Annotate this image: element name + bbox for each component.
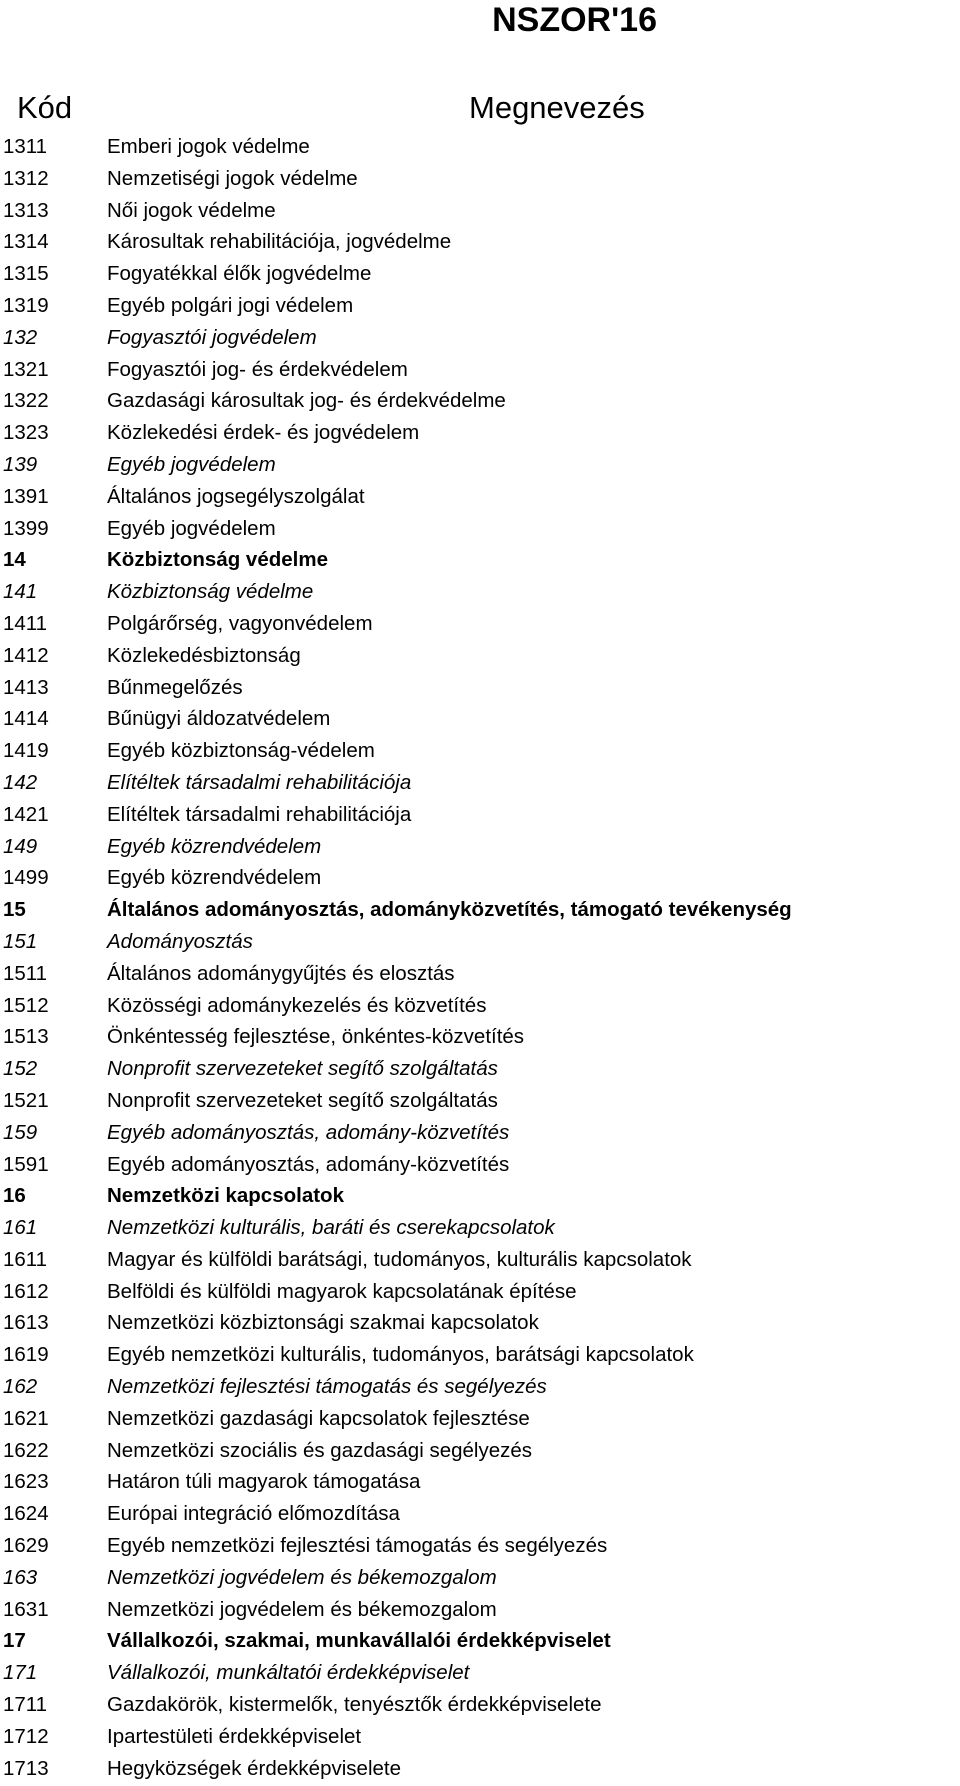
list-item <box>0 513 960 545</box>
item-name: Egyéb jogvédelem <box>107 452 276 476</box>
list-item <box>0 1244 960 1276</box>
item-name: Általános adományosztás, adományközvetítés, támogató tevékenység <box>107 898 792 922</box>
list-item <box>0 926 960 958</box>
item-name: Gazdasági károsultak jog- és érdekvédelme <box>107 389 506 413</box>
item-name: Egyéb adományosztás, adomány-közvetítés <box>107 1120 510 1144</box>
item-code: 132 <box>3 325 38 349</box>
item-name: Nemzetközi közbiztonsági szakmai kapcsolatok <box>107 1311 539 1335</box>
list-item <box>0 258 960 290</box>
item-code: 1313 <box>3 198 49 222</box>
item-code: 1611 <box>3 1247 48 1271</box>
item-code: 1315 <box>3 262 49 286</box>
item-name: Elítéltek társadalmi rehabilitációja <box>107 770 412 794</box>
list-item <box>0 481 960 513</box>
item-name: Nemzetközi jogvédelem és békemozgalom <box>107 1597 497 1621</box>
item-name: Nemzetközi gazdasági kapcsolatok fejlesztése <box>107 1406 530 1430</box>
list-item <box>0 1657 960 1689</box>
item-name: Egyéb jogvédelem <box>107 516 276 540</box>
item-name: Egyéb adományosztás, adomány-közvetítés <box>107 1152 510 1176</box>
item-name: Egyéb nemzetközi fejlesztési támogatás és segélyezés <box>107 1534 608 1558</box>
item-code: 149 <box>3 834 38 858</box>
list-item <box>0 1466 960 1498</box>
item-name: Egyéb közrendvédelem <box>107 834 322 858</box>
item-name: Határon túli magyarok támogatása <box>107 1470 421 1494</box>
list-item <box>0 958 960 990</box>
list-item <box>0 1530 960 1562</box>
item-code: 14 <box>3 548 26 572</box>
item-code: 142 <box>3 770 38 794</box>
item-name: Vállalkozói, szakmai, munkavállalói érdekképviselet <box>107 1629 611 1653</box>
list-item <box>0 1498 960 1530</box>
item-code: 152 <box>3 1057 38 1081</box>
item-code: 1412 <box>3 643 49 667</box>
list-item <box>0 195 960 227</box>
item-code: 1513 <box>3 1025 49 1049</box>
name-column-header: Megnevezés <box>469 90 645 125</box>
item-name: Ipartestületi érdekképviselet <box>107 1724 362 1748</box>
item-code: 1629 <box>3 1534 49 1558</box>
item-name: Fogyatékkal élők jogvédelme <box>107 262 372 286</box>
classification-list <box>0 131 960 1784</box>
list-item <box>0 290 960 322</box>
list-item <box>0 894 960 926</box>
item-name: Egyéb polgári jogi védelem <box>107 293 354 317</box>
item-code: 1521 <box>3 1088 49 1112</box>
item-code: 1322 <box>3 389 49 413</box>
list-item <box>0 799 960 831</box>
item-code: 1623 <box>3 1470 49 1494</box>
item-code: 1511 <box>3 961 48 985</box>
list-item <box>0 1435 960 1467</box>
list-item <box>0 831 960 863</box>
list-item <box>0 1721 960 1753</box>
item-name: Európai integráció előmozdítása <box>107 1502 400 1526</box>
list-item <box>0 131 960 163</box>
item-name: Polgárőrség, vagyonvédelem <box>107 611 373 635</box>
item-code: 1323 <box>3 421 49 445</box>
item-code: 1311 <box>3 135 48 158</box>
list-item <box>0 640 960 672</box>
item-code: 1591 <box>3 1152 49 1176</box>
item-name: Egyéb közrendvédelem <box>107 866 322 890</box>
list-item <box>0 1625 960 1657</box>
list-item <box>0 1753 960 1785</box>
item-name: Egyéb nemzetközi kulturális, tudományos, barátsági kapcsolatok <box>107 1343 694 1367</box>
item-code: 1622 <box>3 1438 49 1462</box>
list-item <box>0 767 960 799</box>
item-name: Nonprofit szervezeteket segítő szolgáltatás <box>107 1057 498 1081</box>
item-name: Bűnmegelőzés <box>107 675 243 699</box>
item-code: 15 <box>3 898 26 922</box>
item-code: 1321 <box>3 357 49 381</box>
item-code: 1419 <box>3 739 49 763</box>
item-name: Közlekedési érdek- és jogvédelem <box>107 421 420 445</box>
item-name: Vállalkozói, munkáltatói érdekképviselet <box>107 1661 470 1685</box>
item-name: Gazdakörök, kistermelők, tenyésztők érdekképviselete <box>107 1693 602 1717</box>
list-item <box>0 1053 960 1085</box>
item-code: 1499 <box>3 866 49 890</box>
list-item <box>0 1403 960 1435</box>
item-code: 1319 <box>3 293 49 317</box>
item-code: 1312 <box>3 166 49 190</box>
item-code: 1713 <box>3 1756 49 1780</box>
item-name: Nemzetközi kulturális, baráti és cserekapcsolatok <box>107 1216 555 1240</box>
list-item <box>0 1085 960 1117</box>
list-item <box>0 672 960 704</box>
list-item <box>0 385 960 417</box>
code-column-header: Kód <box>17 90 73 125</box>
list-item <box>0 1689 960 1721</box>
list-item <box>0 1339 960 1371</box>
item-code: 1512 <box>3 993 49 1017</box>
item-name: Bűnügyi áldozatvédelem <box>107 707 331 731</box>
list-item <box>0 354 960 386</box>
list-item <box>0 1371 960 1403</box>
item-code: 1619 <box>3 1343 49 1367</box>
item-code: 1712 <box>3 1724 49 1748</box>
item-code: 171 <box>3 1661 38 1685</box>
item-name: Közlekedésbiztonság <box>107 643 301 667</box>
item-name: Közbiztonság védelme <box>107 580 314 604</box>
list-item <box>0 576 960 608</box>
item-name: Nemzetközi kapcsolatok <box>107 1184 344 1208</box>
list-item <box>0 1021 960 1053</box>
item-name: Női jogok védelme <box>107 198 276 222</box>
item-code: 1711 <box>3 1693 48 1717</box>
item-code: 141 <box>3 580 38 604</box>
item-code: 159 <box>3 1120 38 1144</box>
list-item <box>0 735 960 767</box>
list-item <box>0 449 960 481</box>
item-name: Fogyasztói jogvédelem <box>107 325 317 349</box>
item-name: Nonprofit szervezeteket segítő szolgáltatás <box>107 1088 498 1112</box>
item-code: 1413 <box>3 675 49 699</box>
item-code: 1421 <box>3 802 49 826</box>
list-item <box>0 1594 960 1626</box>
list-item <box>0 1307 960 1339</box>
item-code: 1411 <box>3 611 48 635</box>
list-item <box>0 163 960 195</box>
item-code: 1314 <box>3 230 49 254</box>
item-code: 139 <box>3 452 38 476</box>
list-item <box>0 1117 960 1149</box>
item-code: 1613 <box>3 1311 49 1335</box>
item-code: 1624 <box>3 1502 49 1526</box>
item-name: Közbiztonság védelme <box>107 548 328 572</box>
list-item <box>0 544 960 576</box>
item-name: Fogyasztói jog- és érdekvédelem <box>107 357 408 381</box>
list-item <box>0 703 960 735</box>
item-name: Emberi jogok védelme <box>107 135 310 158</box>
item-name: Magyar és külföldi barátsági, tudományos, kulturális kapcsolatok <box>107 1247 692 1271</box>
item-code: 1399 <box>3 516 49 540</box>
list-item <box>0 608 960 640</box>
item-name: Hegyközségek érdekképviselete <box>107 1756 401 1780</box>
item-code: 17 <box>3 1629 26 1653</box>
item-code: 163 <box>3 1565 38 1589</box>
item-name: Egyéb közbiztonság-védelem <box>107 739 375 763</box>
item-name: Nemzetközi fejlesztési támogatás és segélyezés <box>107 1375 547 1399</box>
item-name: Nemzetiségi jogok védelme <box>107 166 358 190</box>
item-name: Adományosztás <box>107 929 253 953</box>
item-code: 16 <box>3 1184 26 1208</box>
list-item <box>0 1276 960 1308</box>
list-item <box>0 417 960 449</box>
list-item <box>0 322 960 354</box>
list-item <box>0 990 960 1022</box>
item-name: Elítéltek társadalmi rehabilitációja <box>107 802 412 826</box>
item-code: 1621 <box>3 1406 49 1430</box>
item-name: Önkéntesség fejlesztése, önkéntes-közvetítés <box>107 1025 525 1049</box>
list-item <box>0 862 960 894</box>
list-item <box>0 226 960 258</box>
item-name: Közösségi adománykezelés és közvetítés <box>107 993 487 1017</box>
item-name: Általános adománygyűjtés és elosztás <box>107 961 455 985</box>
item-name: Nemzetközi szociális és gazdasági segélyezés <box>107 1438 533 1462</box>
document-title: NSZOR'16 <box>492 1 657 39</box>
item-name: Belföldi és külföldi magyarok kapcsolatának építése <box>107 1279 577 1303</box>
item-name: Károsultak rehabilitációja, jogvédelme <box>107 230 452 254</box>
item-code: 1631 <box>3 1597 49 1621</box>
list-item <box>0 1180 960 1212</box>
list-item <box>0 1149 960 1181</box>
item-code: 151 <box>3 929 38 953</box>
item-name: Általános jogsegélyszolgálat <box>107 484 365 508</box>
item-code: 161 <box>3 1216 38 1240</box>
item-code: 1391 <box>3 484 49 508</box>
item-code: 1414 <box>3 707 49 731</box>
list-item <box>0 1562 960 1594</box>
item-code: 1612 <box>3 1279 49 1303</box>
list-item <box>0 1212 960 1244</box>
item-code: 162 <box>3 1375 38 1399</box>
item-name: Nemzetközi jogvédelem és békemozgalom <box>107 1565 497 1589</box>
